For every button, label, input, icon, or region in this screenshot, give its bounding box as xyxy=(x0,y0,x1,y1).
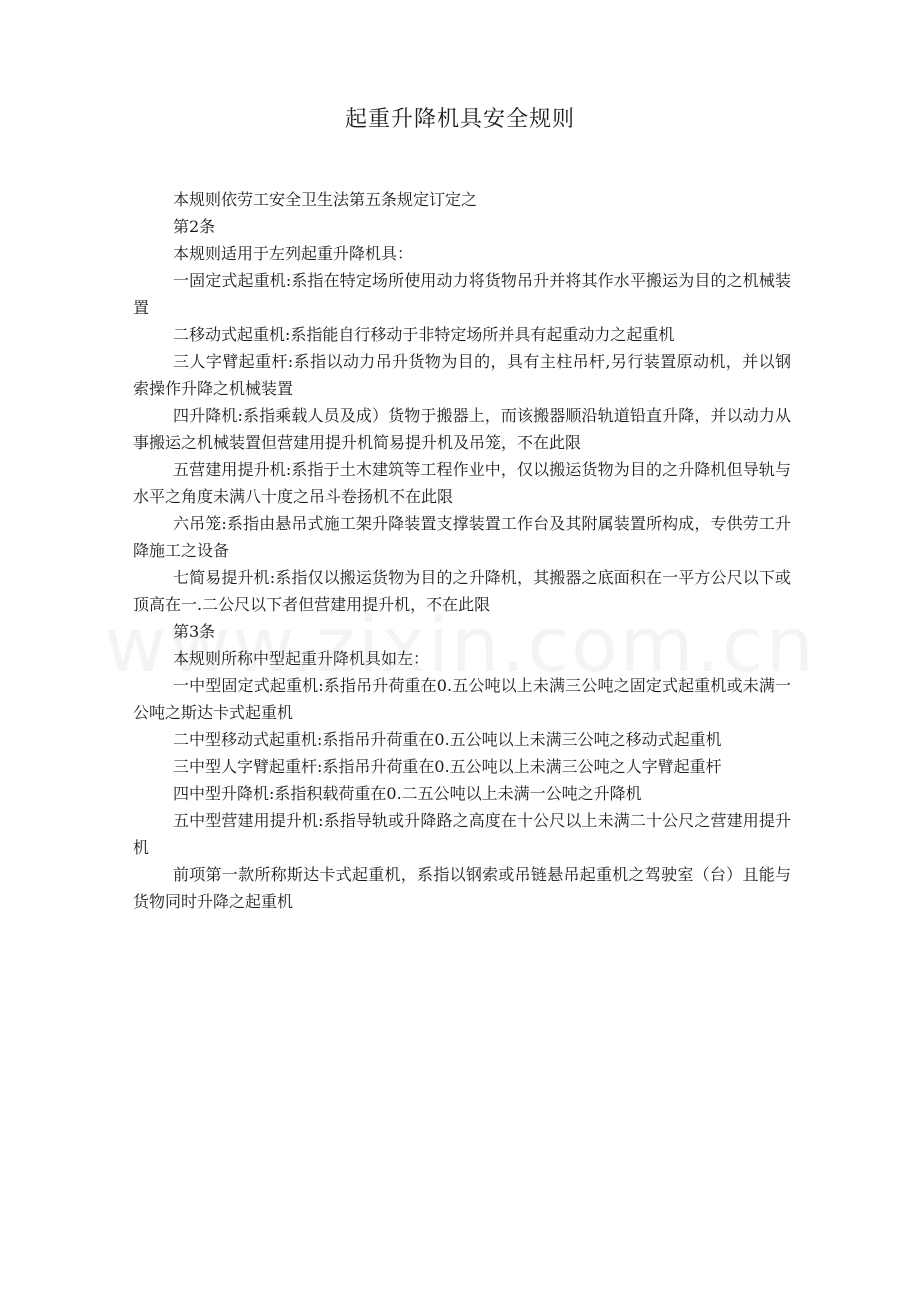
paragraph: 四升降机:系指乘载人员及成）货物于搬器上，而该搬器顺沿轨道铅直升降，并以动力从事搬运之机械装置但营建用提升机简易提升机及吊笼，不在此限 xyxy=(133,406,791,452)
paragraph: 前项第一款所称斯达卡式起重机，系指以钢索或吊链悬吊起重机之驾驶室（台）且能与货物同时升降之起重机 xyxy=(133,865,791,911)
paragraph: 六吊笼:系指由悬吊式施工架升降装置支撑装置工作台及其附属装置所构成，专供劳工升降施工之设备 xyxy=(133,514,791,560)
paragraph: 本规则所称中型起重升降机具如左： xyxy=(173,649,430,668)
paragraph: 三人字臂起重杆:系指以动力吊升货物为目的，具有主柱吊杆,另行装置原动机，并以钢索操作升降之机械装置 xyxy=(133,352,791,398)
paragraph: 一固定式起重机:系指在特定场所使用动力将货物吊升并将其作水平搬运为目的之机械装置 xyxy=(133,271,791,317)
article-heading: 第2条 xyxy=(173,217,216,236)
paragraph: 五中型营建用提升机:系指导轨或升降路之高度在十公尺以上未满二十公尺之营建用提升机 xyxy=(133,811,791,857)
paragraph: 本规则适用于左列起重升降机具： xyxy=(173,244,414,263)
paragraph: 五营建用提升机:系指于土木建筑等工程作业中，仅以搬运货物为目的之升降机但导轨与水平之角度未满八十度之吊斗卷扬机不在此限 xyxy=(133,460,791,506)
paragraph: 二移动式起重机:系指能自行移动于非特定场所并具有起重动力之起重机 xyxy=(173,325,675,344)
paragraph: 本规则依劳工安全卫生法第五条规定订定之 xyxy=(173,190,478,209)
paragraph: 四中型升降机:系指积载荷重在0.二五公吨以上未满一公吨之升降机 xyxy=(173,784,642,803)
article-heading: 第3条 xyxy=(173,622,216,641)
paragraph: 七简易提升机:系指仅以搬运货物为目的之升降机，其搬器之底面积在一平方公尺以下或顶高在一.二公尺以下者但营建用提升机，不在此限 xyxy=(133,568,791,614)
paragraph: 二中型移动式起重机:系指吊升荷重在0.五公吨以上未满三公吨之移动式起重机 xyxy=(173,730,722,749)
document-body xyxy=(133,186,791,915)
paragraph: 一中型固定式起重机:系指吊升荷重在0.五公吨以上未满三公吨之固定式起重机或未满一公吨之斯达卡式起重机 xyxy=(133,676,791,722)
paragraph: 三中型人字臂起重杆:系指吊升荷重在0.五公吨以上未满三公吨之人字臂起重杆 xyxy=(173,757,722,776)
document-title: 起重升降机具安全规则 xyxy=(344,107,575,132)
